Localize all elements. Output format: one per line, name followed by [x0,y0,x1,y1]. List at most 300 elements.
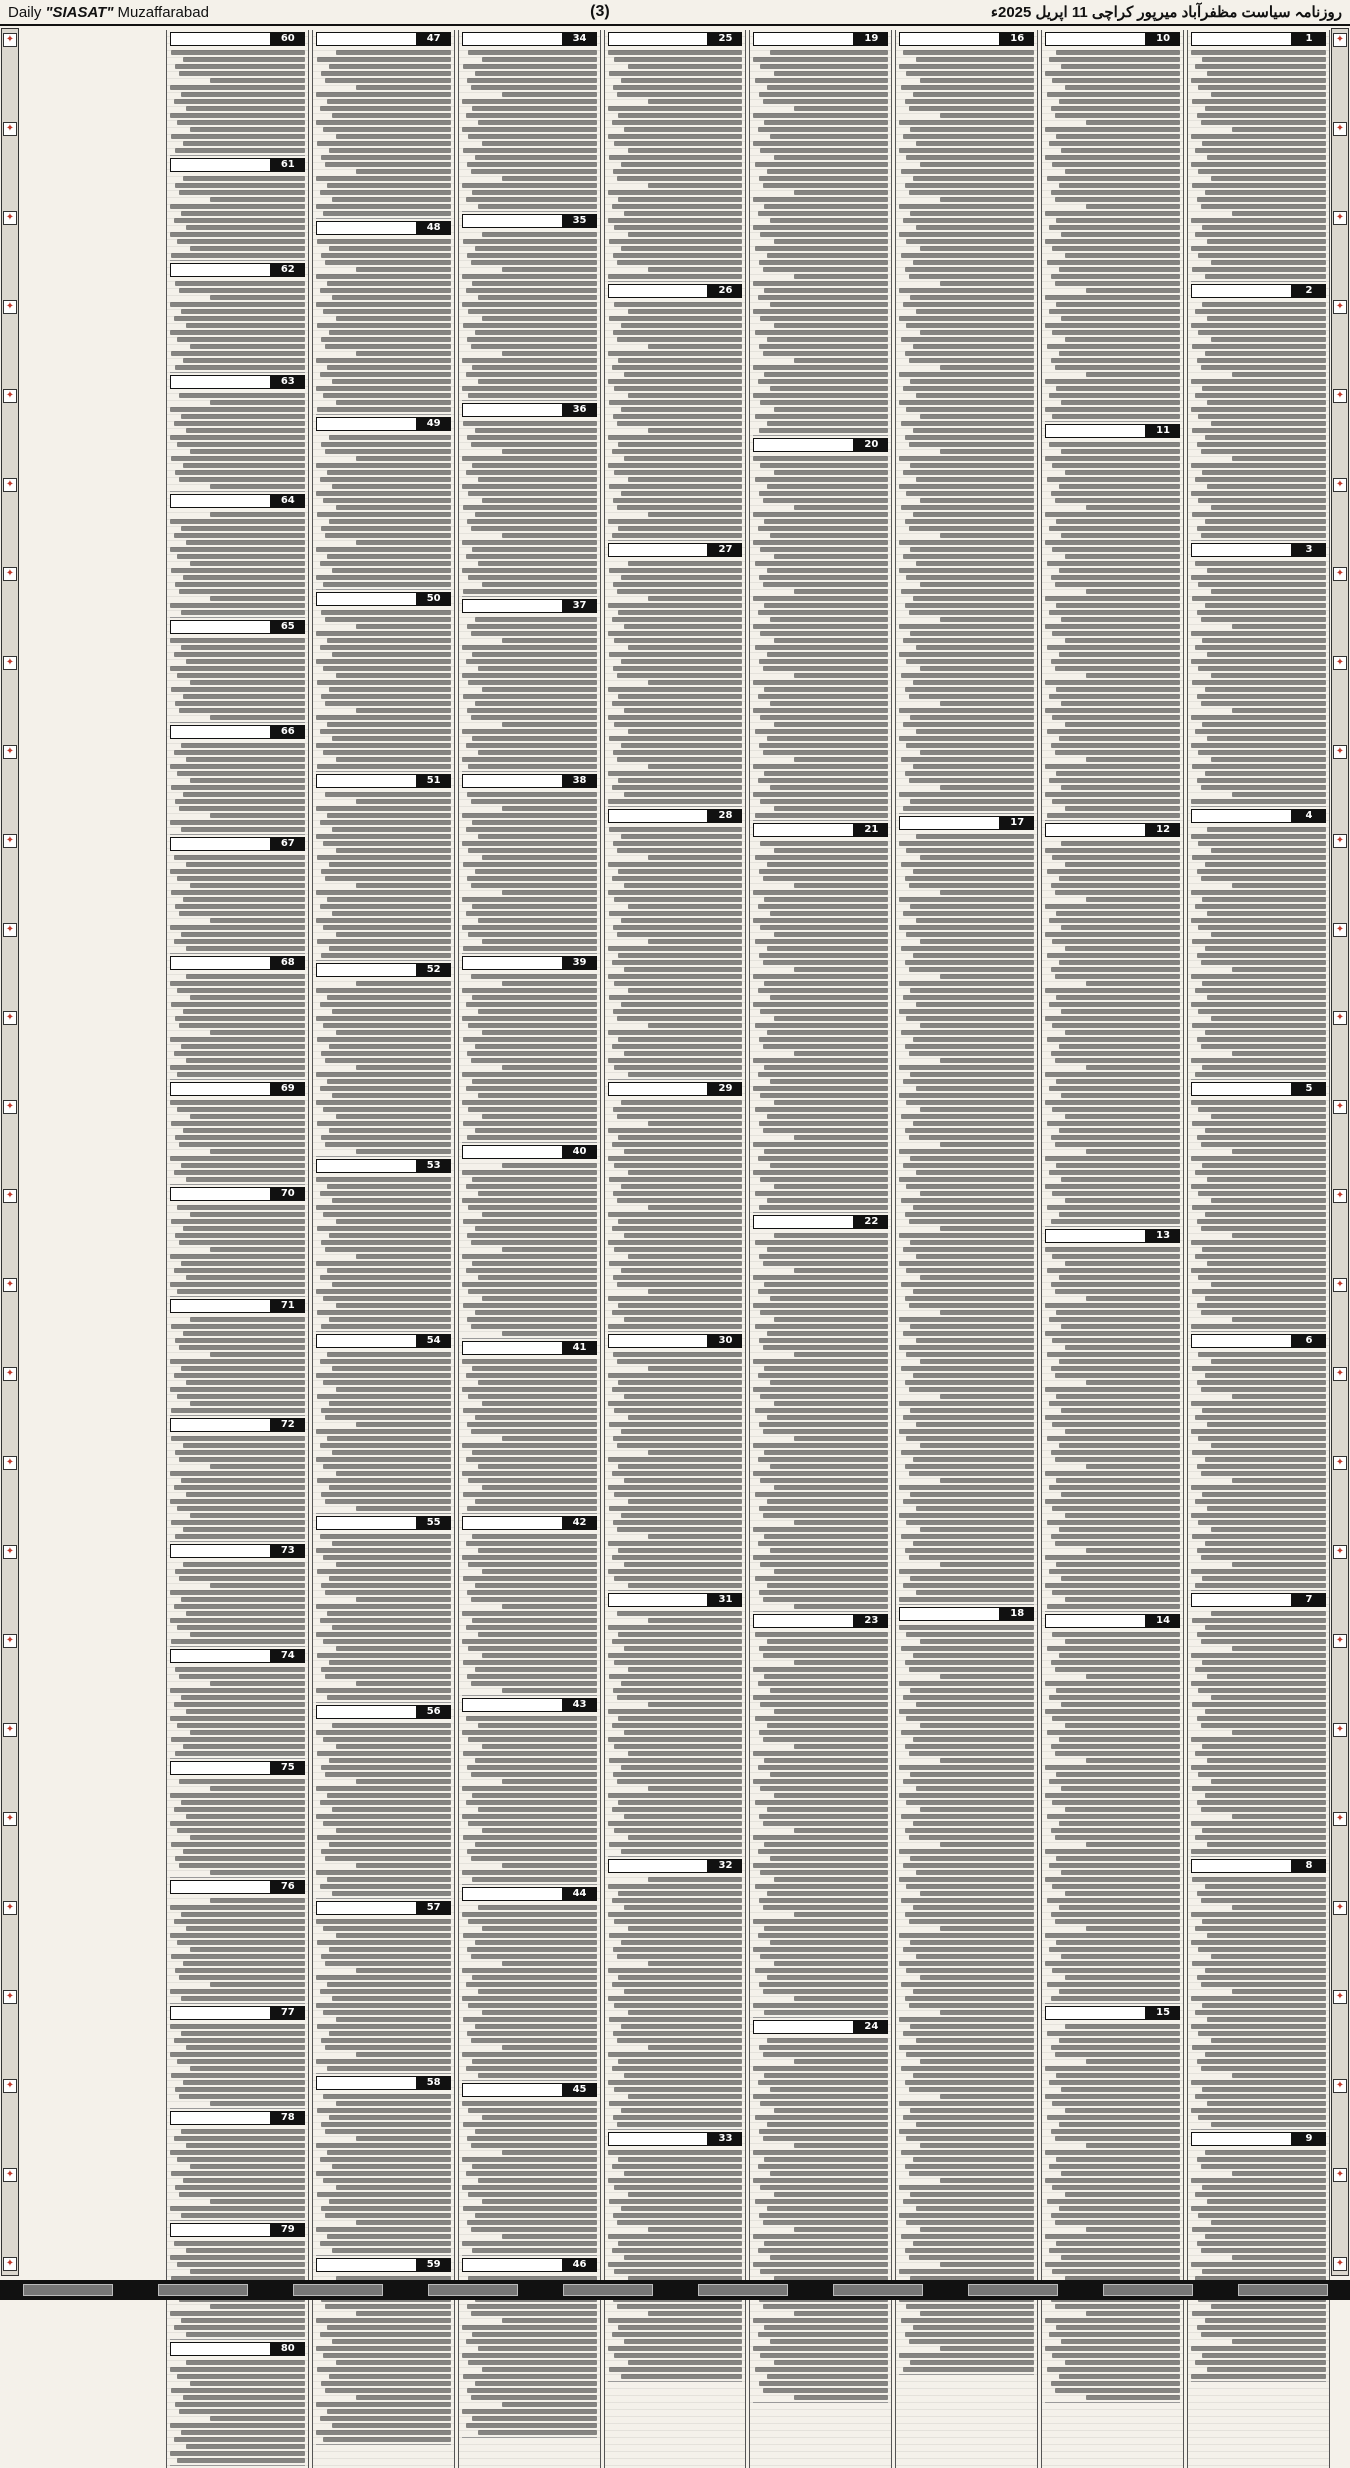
text-line [1202,981,1326,986]
text-line [608,771,743,776]
text-line [1202,2185,1326,2190]
text-line [613,1275,742,1280]
text-line [913,680,1034,685]
text-line [608,974,743,979]
text-line [502,1688,596,1693]
notice-number: 32 [708,1859,742,1873]
text-line [475,428,596,433]
text-line [471,1954,596,1959]
text-line [1047,176,1181,181]
text-line [617,1198,742,1203]
text-line [1232,1317,1326,1322]
text-line [612,2164,743,2169]
text-line [316,1261,451,1266]
siasat-logo-icon [1045,1229,1146,1243]
text-line [210,1247,304,1252]
ornament-icon: ✦ [3,122,17,136]
text-line [767,1499,888,1504]
text-line [753,1303,888,1308]
siasat-logo-icon [170,2006,271,2020]
text-line [332,379,451,384]
text-line [1198,666,1326,671]
text-line [901,589,1035,594]
text-line [468,1394,596,1399]
siasat-logo-icon [316,221,417,235]
text-line [323,393,451,398]
text-line [1055,2052,1180,2057]
text-line [1201,204,1326,209]
text-line [463,421,597,426]
text-line [1211,2038,1326,2043]
text-line [1052,2185,1180,2190]
text-line [1191,2024,1326,2029]
text-line [940,1142,1034,1147]
text-line [906,1968,1034,1973]
text-line [468,1562,596,1567]
notice-text-block [1191,2148,1326,2382]
classified-notice [608,284,743,541]
text-line [1197,2325,1326,2330]
text-line [1201,1723,1326,1728]
text-line [316,2318,451,2323]
notice-header [1045,1614,1180,1628]
text-line [1047,1268,1181,1273]
text-line [1211,2220,1326,2225]
text-line [1202,2003,1326,2008]
text-line [905,687,1034,692]
text-line [624,1989,743,1994]
text-line [753,1275,888,1280]
text-line [760,400,888,405]
text-line [462,1359,597,1364]
text-line [472,820,596,825]
text-line [327,183,451,188]
notice-header [170,375,305,389]
text-line [758,1072,889,1077]
text-line [177,771,305,776]
text-line [190,1114,305,1119]
text-line [471,1681,596,1686]
text-line [332,1282,451,1287]
text-line [1202,1919,1326,1924]
text-line [753,2066,888,2071]
text-line [753,1835,888,1840]
text-line [179,589,304,594]
text-line [624,1233,743,1238]
text-line [332,1366,451,1371]
text-line [1061,1786,1180,1791]
text-line [1047,1037,1181,1042]
notice-text-block [170,1098,305,1185]
notice-number: 12 [1146,823,1180,837]
text-line [753,764,888,769]
text-line [336,932,451,937]
text-line [1201,1226,1326,1231]
text-line [767,652,888,657]
text-line [901,421,1035,426]
text-line [794,1828,888,1833]
text-line [899,1765,1034,1770]
text-line [317,323,451,328]
text-line [183,1961,304,1966]
text-line [628,1583,743,1588]
text-line [608,1653,743,1658]
text-line [1202,1744,1326,1749]
text-line [471,2227,596,2232]
text-line [463,2017,597,2022]
notice-header [608,1593,743,1607]
text-line [471,2143,596,2148]
text-line [901,757,1035,762]
text-line [475,2381,596,2386]
text-line [482,1653,597,1658]
text-line [1201,2066,1326,2071]
siasat-logo-icon [316,1516,417,1530]
text-line [475,71,596,76]
text-line [621,1513,742,1518]
text-line [186,1275,305,1280]
notice-header [170,1544,305,1558]
text-line [612,1898,743,1903]
text-line [1195,645,1326,650]
text-line [317,1310,451,1315]
text-line [753,1443,888,1448]
text-line [1045,708,1180,713]
text-line [1201,2332,1326,2337]
text-line [317,57,451,62]
text-line [175,1450,304,1455]
text-line [624,624,743,629]
text-line [763,2388,888,2393]
text-line [190,127,305,132]
text-line [899,1233,1034,1238]
text-line [1207,1261,1326,1266]
notice-number: 4 [1292,809,1326,823]
text-line [899,400,1034,405]
text-line [316,1177,451,1182]
text-line [899,1009,1034,1014]
notice-text-block [316,979,451,1157]
classified-notice [316,1334,451,1514]
text-line [628,1926,743,1931]
siasat-logo-icon [608,32,709,46]
text-line [462,841,597,846]
notice-text-block [1045,48,1180,422]
text-line [758,2080,889,2085]
text-line [327,897,451,902]
text-line [1191,1401,1326,1406]
text-line [321,1492,450,1497]
text-line [614,2087,742,2092]
text-line [1211,1954,1326,1959]
text-line [903,1695,1034,1700]
text-line [1045,1471,1180,1476]
text-line [910,1492,1034,1497]
text-line [1195,232,1326,237]
text-line [1051,1366,1180,1371]
text-line [181,92,305,97]
text-line [170,1387,305,1392]
text-line [767,1723,888,1728]
text-line [913,1121,1034,1126]
text-line [910,1072,1034,1077]
text-line [617,932,742,937]
text-line [468,1737,596,1742]
text-line [177,2262,305,2267]
notice-number: 61 [271,158,305,172]
siasat-logo-icon [170,2223,271,2237]
notice-number: 55 [417,1516,451,1530]
siasat-logo-icon [316,963,417,977]
text-line [1195,2192,1326,2197]
notice-header [753,2020,888,2034]
text-line [1056,519,1180,524]
text-line [1061,400,1180,405]
notice-header [462,1887,597,1901]
text-line [1205,1625,1326,1630]
text-line [170,638,305,643]
text-line [170,1499,305,1504]
text-line [325,2388,450,2393]
text-line [1207,155,1326,160]
ornament-icon: ✦ [3,745,17,759]
text-line [1049,442,1180,447]
text-line [1195,1583,1326,1588]
left-border-strip [1,28,19,2276]
text-line [913,1373,1034,1378]
notice-header [316,963,451,977]
text-line [170,1359,305,1364]
text-line [906,71,1034,76]
text-line [1065,1030,1180,1035]
text-line [905,1464,1034,1469]
text-line [755,246,889,251]
text-line [170,869,305,874]
text-line [916,57,1035,62]
text-line [1192,1961,1326,1966]
classified-notice [1191,1082,1326,1332]
text-line [1201,449,1326,454]
text-line [356,1597,450,1602]
text-line [763,876,888,881]
text-line [468,50,596,55]
text-line [1056,1772,1180,1777]
text-line [913,1289,1034,1294]
text-line [1202,57,1326,62]
text-line [1207,1933,1326,1938]
text-line [329,1758,450,1763]
text-line [760,2185,888,2190]
text-line [467,253,596,258]
text-line [183,176,304,181]
text-line [753,2178,888,2183]
text-line [1197,1975,1326,1980]
text-line [648,183,742,188]
text-line [329,519,450,524]
text-line [482,2367,597,2372]
text-line [758,379,889,384]
text-line [175,148,304,153]
text-line [899,1345,1034,1350]
text-line [1059,1821,1180,1826]
text-line [181,211,305,216]
notice-header [462,403,597,417]
text-line [336,50,451,55]
text-line [628,729,743,734]
text-line [613,253,742,258]
text-line [1086,981,1180,986]
text-line [1192,2227,1326,2232]
text-line [774,239,889,244]
text-line [901,1534,1035,1539]
text-line [467,792,596,797]
text-line [177,1205,305,1210]
text-line [608,134,743,139]
text-line [767,1331,888,1336]
text-line [1191,1569,1326,1574]
text-line [794,1520,888,1525]
text-line [183,57,304,62]
notice-number: 69 [271,1082,305,1096]
text-line [317,512,451,517]
text-line [763,1261,888,1266]
text-line [1195,64,1326,69]
ornament-icon: ✦ [3,923,17,937]
text-line [621,575,742,580]
text-line [764,2157,888,2162]
text-line [753,1058,888,1063]
text-line [1207,568,1326,573]
ornament-icon: ✦ [3,1456,17,1470]
text-line [1045,323,1180,328]
text-line [1065,1597,1180,1602]
ornament-icon: ✦ [3,1723,17,1737]
text-line [910,631,1034,636]
ornament-icon: ✦ [3,1812,17,1826]
text-line [899,540,1034,545]
text-line [909,1555,1034,1560]
text-line [794,1912,888,1917]
text-line [1045,1072,1180,1077]
text-line [1059,1443,1180,1448]
text-line [910,988,1034,993]
text-line [763,582,888,587]
text-line [1191,1996,1326,2001]
text-line [774,1233,889,1238]
text-line [1197,1800,1326,1805]
text-line [913,1905,1034,1910]
text-line [613,498,742,503]
text-line [1052,246,1180,251]
text-line [608,2346,743,2351]
notice-text-block [170,1665,305,1759]
text-line [468,575,596,580]
text-line [171,1219,305,1224]
text-line [621,1184,742,1189]
text-line [170,204,305,209]
text-line [1049,393,1180,398]
text-line [175,470,304,475]
notice-header [170,1649,305,1663]
ornament-icon: ✦ [1333,1011,1347,1025]
text-line [1061,533,1180,538]
text-line [463,2206,597,2211]
classified-notice [1191,1334,1326,1591]
notice-text-block [1045,839,1180,1227]
siasat-logo-icon [462,403,563,417]
text-line [1207,2367,1326,2372]
notice-header [608,284,743,298]
text-line [472,1450,596,1455]
text-line [755,855,889,860]
text-line [462,1282,597,1287]
classified-notice [1191,1859,1326,2130]
notice-number: 60 [271,32,305,46]
text-line [614,1408,742,1413]
text-line [624,967,743,972]
text-line [462,2052,597,2057]
text-line [472,904,596,909]
text-line [356,351,450,356]
text-line [1207,2101,1326,2106]
footer-ornament [158,2284,248,2296]
text-line [913,2325,1034,2330]
text-line [329,2199,450,2204]
text-line [1191,1513,1326,1518]
text-line [1065,946,1180,951]
text-line [1205,2052,1326,2057]
text-line [210,484,304,489]
text-line [618,1975,742,1980]
text-line [332,2423,451,2428]
text-line [764,1065,888,1070]
text-line [899,1625,1034,1630]
text-line [770,302,889,307]
text-line [767,2038,888,2043]
text-line [617,260,742,265]
text-line [899,1149,1034,1154]
ornament-icon: ✦ [1333,389,1347,403]
text-line [186,428,305,433]
text-line [755,2115,889,2120]
text-line [759,1037,888,1042]
notice-number: 7 [1292,1593,1326,1607]
ornament-icon: ✦ [1333,1100,1347,1114]
text-line [618,113,742,118]
text-line [617,1527,742,1532]
text-line [755,1240,889,1245]
text-line [770,1380,889,1385]
text-line [910,2192,1034,2197]
text-line [1207,995,1326,1000]
text-line [482,2199,597,2204]
text-line [764,1758,888,1763]
text-line [1055,498,1180,503]
text-line [920,1443,1035,1448]
text-line [760,1394,888,1399]
text-line [608,1821,743,1826]
text-line [899,1849,1034,1854]
text-line [170,2206,305,2211]
text-line [753,113,888,118]
text-line [1207,1177,1326,1182]
classified-notice [753,823,888,1213]
text-line [323,1212,451,1217]
text-line [210,1786,304,1791]
notice-text-block [1191,1875,1326,2130]
text-line [1191,1156,1326,1161]
text-line [1086,673,1180,678]
